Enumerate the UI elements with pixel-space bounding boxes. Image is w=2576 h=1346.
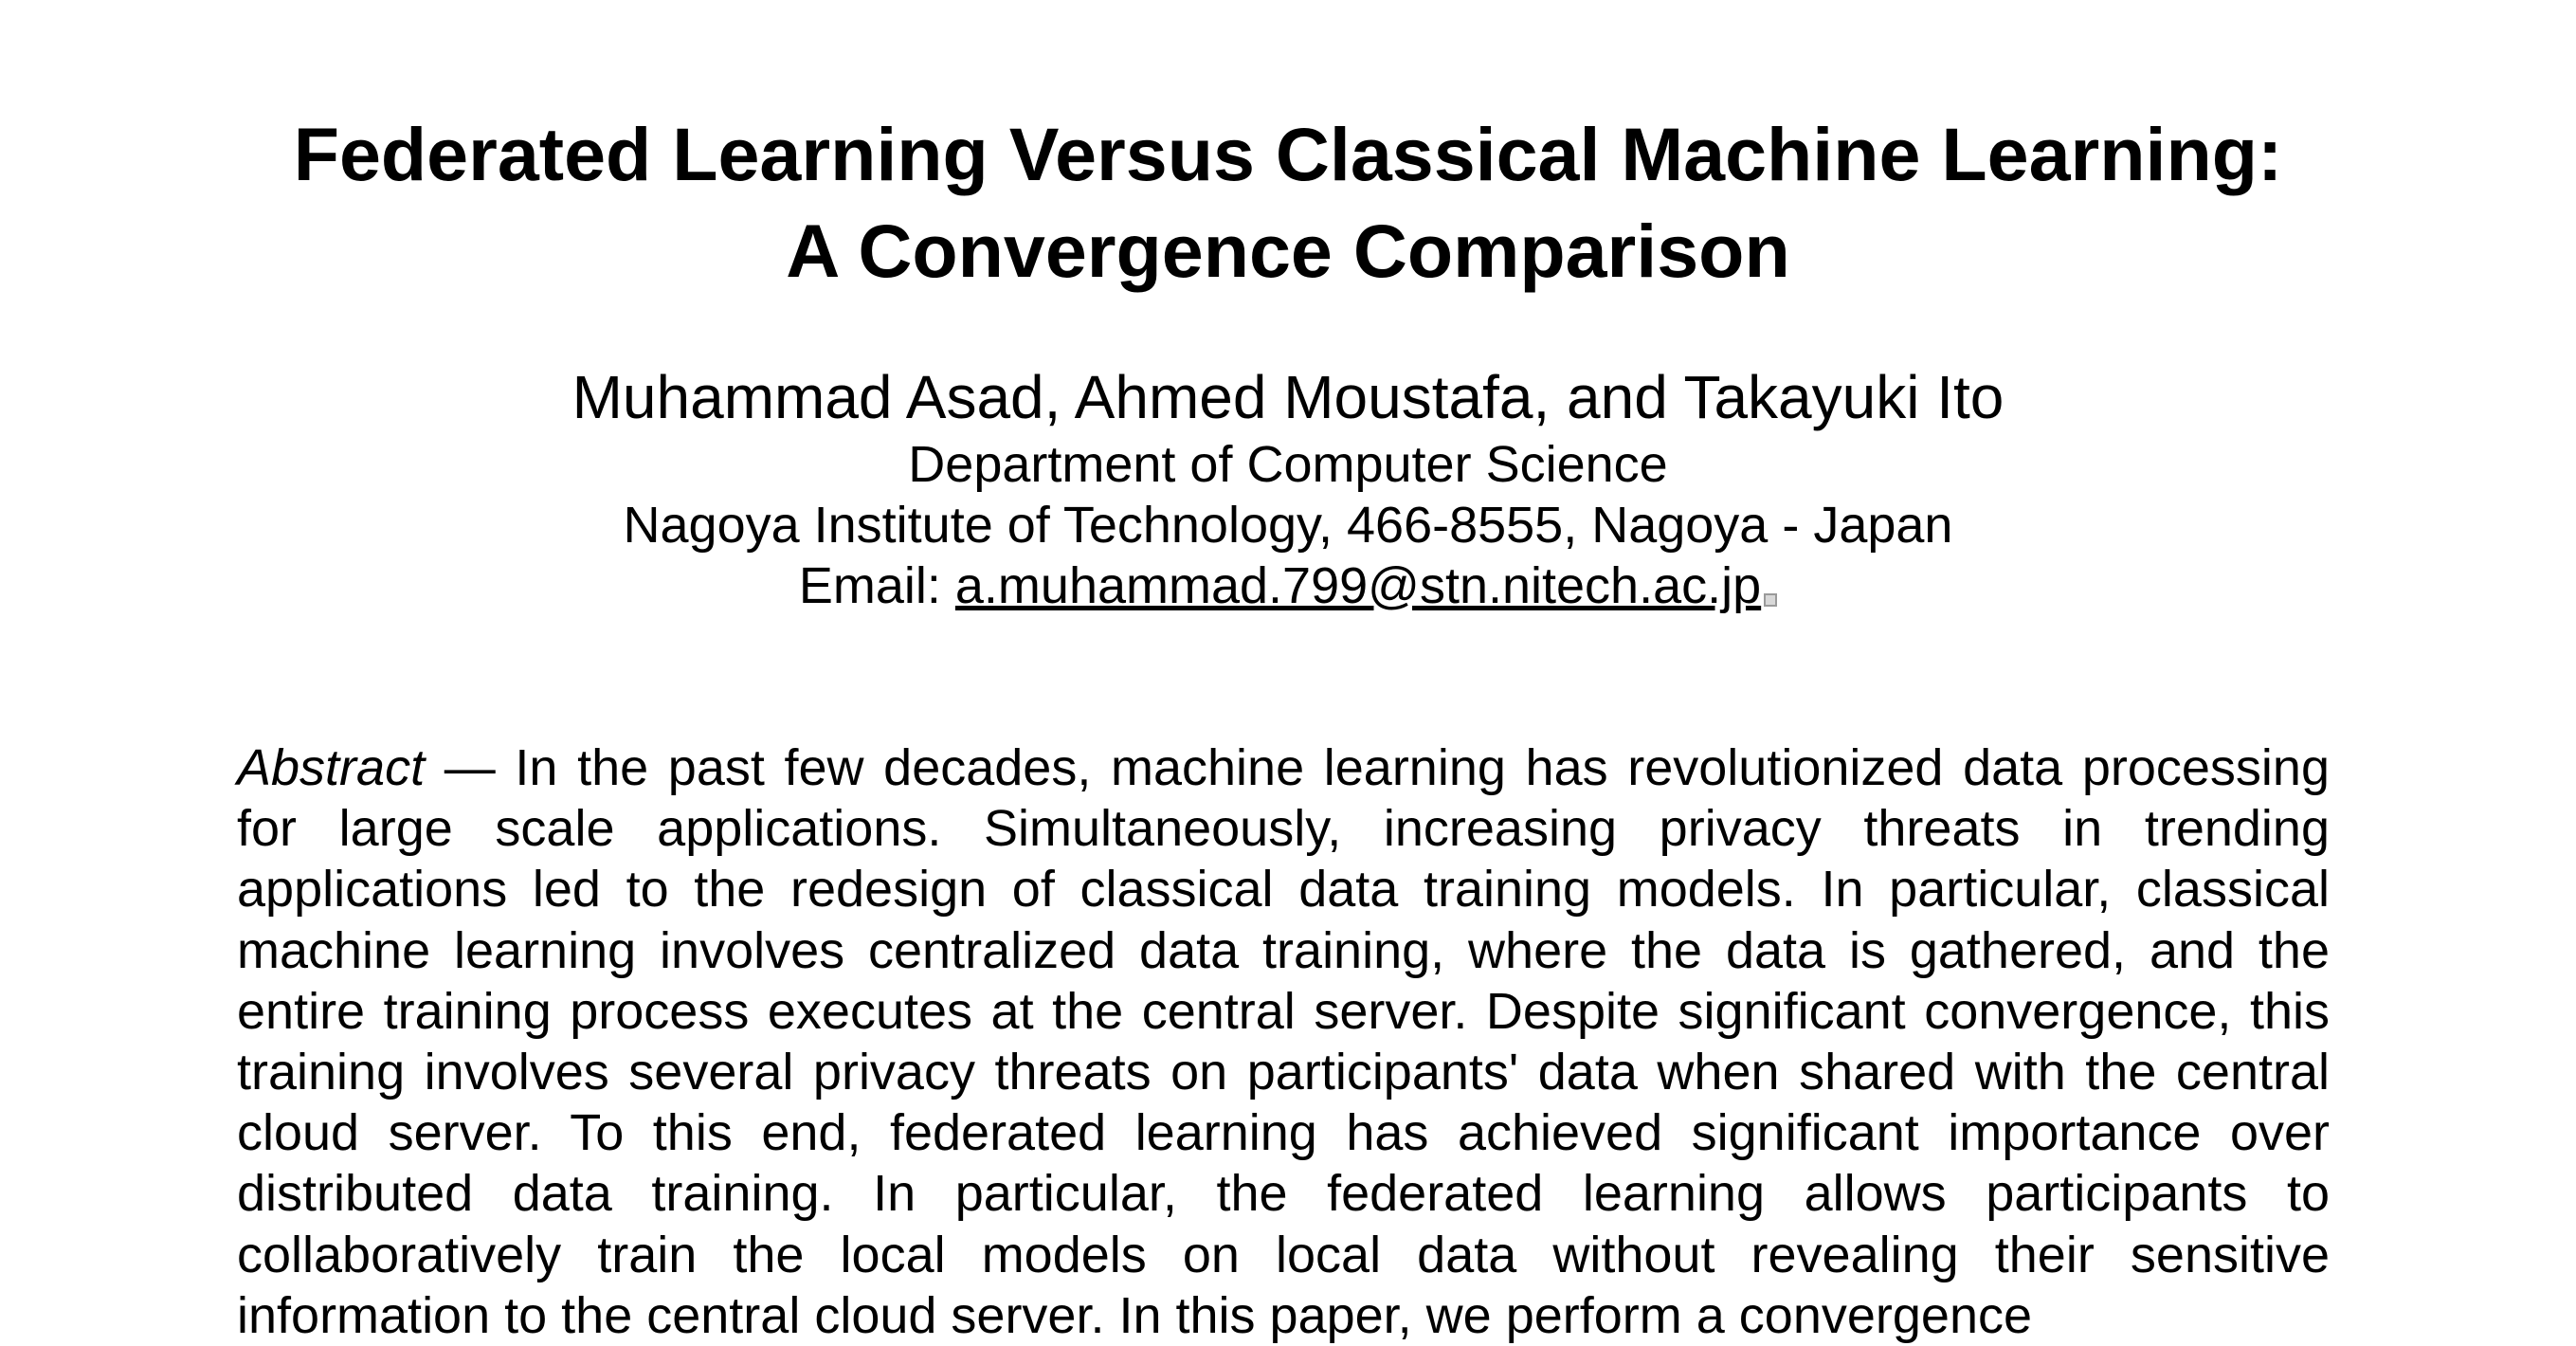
author-list: Muhammad Asad, Ahmed Moustafa, and Takayuki Ito bbox=[571, 363, 2005, 431]
link-indicator-icon bbox=[1764, 593, 1777, 607]
paper-title-line-2: A Convergence Comparison bbox=[786, 209, 1790, 293]
email-label: Email: bbox=[798, 557, 955, 614]
author-info bbox=[0, 360, 2576, 616]
email-line bbox=[0, 555, 2576, 616]
abstract bbox=[237, 737, 2330, 1346]
abstract-label: Abstract bbox=[237, 739, 426, 796]
email-link[interactable]: a.muhammad.799@stn.nitech.ac.jp bbox=[954, 557, 1762, 614]
paper-title bbox=[0, 106, 2576, 300]
paper-title-line-1: Federated Learning Versus Classical Machine Learning: bbox=[293, 112, 2283, 196]
institution: Nagoya Institute of Technology, 466-8555, Nagoya - Japan bbox=[623, 497, 1953, 554]
abstract-text: — In the past few decades, machine learning has revolutionized data processing for large scale applications. Simultaneously, increasing privacy threats in trending applications led to the redesign of classical data training models. In particular, classical machine learning involves centralized data training, where the data is gathered, and the entire training process executes at the central server. Despite significant convergence, this training involves several privacy threats on participants' data when shared with the central cloud server. To this end, federated learning has achieved significant importance over distributed data training. In particular, the federated learning allows participants to collaboratively train the local models on local data without revealing their sensitive information to the central cloud server. In this paper, we perform a convergence bbox=[237, 739, 2330, 1344]
department: Department of Computer Science bbox=[908, 436, 1668, 493]
